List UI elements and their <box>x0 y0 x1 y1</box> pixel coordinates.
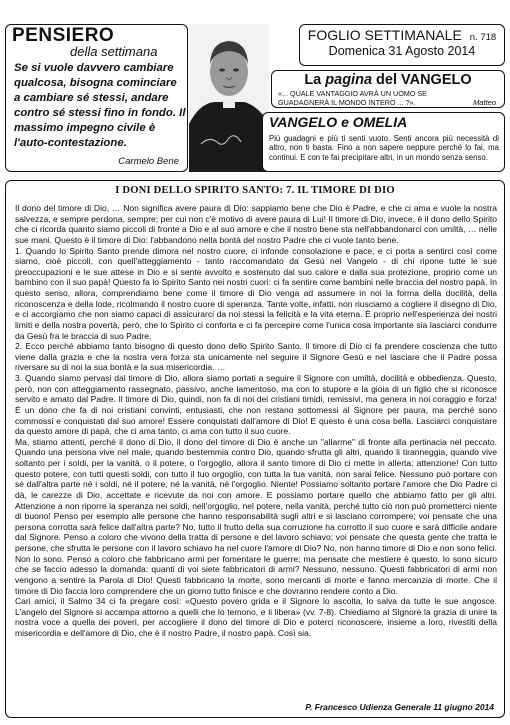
vangelo-reference: Matteo <box>473 98 496 107</box>
article-paragraph: 1. Quando lo Spirito Santo prende dimora nel nostro cuore, ci infonde consolazione e pace, e ci porta a sentirci così come siamo, cioè piccoli, con quell'atteggiamento - tanto raccomandato da Gesù nel Vangelo - di chi ripone tutte le sue preoccupazioni e le sue attese in Dio e si sente avvolto e sostenuto dal suo calore e dalla sua protezione, proprio come un bambino con il suo papà! Questo fa lo Spirito Santo nei nostri cuori: ci fa sentire come bambini nelle braccia del nostro papà. In questo senso, allora, comprendiamo bene come il timore di Dio venga ad assumere in noi la forma della docilità, della riconoscenza e della lode, ricolmando il nostro cuore di speranza. Tante volte, infatti, non riusciamo a cogliere il disegno di Dio, e ci accorgiamo che non siamo capaci di assicurarci da noi stessi la felicità e la vita eterna. È proprio nell'esperienza dei nostri limiti e della nostra povertà, però, che lo Spirito ci conforta e ci fa percepire come l'unica cosa importante sia lasciarci condurre da Gesù fra le braccia di suo Padre. <box>15 245 497 341</box>
issue-title: FOGLIO SETTIMANALE <box>307 27 462 43</box>
issue-date: Domenica 31 Agosto 2014 <box>328 44 476 58</box>
vangelo-text: «... QUALE VANTAGGIO AVRÀ UN UOMO SE GUADAGNERÀ IL MONDO INTERO ... ?». <box>278 89 427 107</box>
article-title: I DONI DELLO SPIRITO SANTO: 7. IL TIMORE DI DIO <box>115 185 395 196</box>
article-paragraph: 2. Ecco perché abbiamo tanto bisogno di questo dono dello Spirito Santo. Il timore di Dio ci fa prendere coscienza che tutto viene dalla grazia e che la nostra vera forza sta unicamente nel seguire il Signore Gesù e nel lasciare che il Padre possa riversare su di noi la sua bontà e la sua misericordia. … <box>15 341 497 373</box>
article-paragraph: 3. Quando siamo pervasi dal timore di Dio, allora siamo portati a seguire il Signore con umiltà, docilità e obbedienza. Questo, però, non con atteggiamento rassegnato, passivo, anche lamentoso, ma con lo stupore e la gioia di un figlio che si riconosce servito e amato dal Padre. Il timore di Dio, quindi, non fa di noi dei cristiani timidi, remissivi, ma genera in noi coraggio e forza! È un dono che fa di noi cristiani convinti, entusiasti, che non restano sottomessi al Signore per paura, ma perché sono commossi e conquistati dal suo amore! Essere conquistati dall'amore di Dio! E questo è una cosa bella. Lasciarci conquistare da questo amore di papà, che ci ama tanto, ci ama con tutto il suo cuore. <box>15 373 497 437</box>
vangelo-title: La pagina del VANGELO <box>304 72 472 88</box>
portrait-photo <box>189 24 269 172</box>
pensiero-author: Carmelo Bene <box>118 156 179 167</box>
omelia-text: Più guadagni e più ti senti vuoto. Senti ancora più necessità di altro, non ti basta. Fino a non sapere neppure perché lo fai, ma continui. E con te fai precipitare altri, in un mondo senza senso. <box>269 134 499 162</box>
pensiero-box <box>5 24 188 172</box>
omelia-box <box>262 112 505 172</box>
pensiero-subtitle: della settimana <box>70 44 158 59</box>
article-body <box>15 203 497 639</box>
issue-number: n. 718 <box>469 32 497 43</box>
article-box <box>5 180 505 718</box>
article-paragraph: Il dono del timore di Dio, … Non significa avere paura di Dio: sappiamo bene che Dio è Padre, e che ci ama e vuole la nostra salvezza, e sempre perdona, sempre; per cui non c'è motivo di avere paura di Lui! Il timore di Dio, invece, è il dono dello Spirito che ci ricorda quanto siamo piccoli di fronte a Dio e al suo amore e che il nostro bene sta nell'abbandonarci con umiltà, … nelle sue mani. Questo è il timore di Dio: l'abbandono nella bontà del nostro Padre che ci vuole tanto bene. <box>15 203 497 245</box>
pensiero-title: PENSIERO <box>12 25 115 46</box>
pensiero-quote: Se si vuole davvero cambiare qualcosa, bisogna cominciare a cambiare sé stessi, andare contro sé stessi fino in fondo. Il massimo impegno civile è l'auto-contestazione. <box>14 62 186 149</box>
issue-header-box <box>299 24 505 66</box>
omelia-title: VANGELO e OMELIA <box>269 114 408 130</box>
article-paragraph: Cari amici, il Salmo 34 ci fa pregare così: «Questo povero grida e il Signore lo ascolta, lo salva da tutte le sue angosce. L'angelo del Signore si accampa attorno a quelli che lo temono, e li libera» (vv. 7-8). Chiediamo al Signore la grazia di unire la nostra voce a quella dei poveri, per accogliere il dono del timore di Dio e poterci riconoscere, insieme a loro, rivestiti della misericordia e dell'amore di Dio, che è il nostro Padre, il nostro papà. Così sia. <box>15 596 497 638</box>
article-paragraph: Ma, stiamo attenti, perché il dono di Dio, il dono del timore di Dio è anche un "allarme" di fronte alla pertinacia nel peccato. Quando una persona vive nel male, quando bestemmia contro Dio, quando sfrutta gli altri, quando li tiranneggia, quando vive soltanto per i soldi, per la vanità, o il potere, o l'orgoglio, allora il santo timore di Dio ci mette in allerta: attenzione! Con tutto questo potere, con tutti questi soldi, con tutto il tuo orgoglio, con tutta la tua vanità, non sarai felice. Nessuno può portare con sé dall'altra parte né i soldi, né il potere, né la vanità, né l'orgoglio. Niente! Possiamo soltanto portare l'amore che Dio Padre ci dà, le carezze di Dio, accettate e ricevute da noi con amore. E possiamo portare quello che abbiamo fatto per gli altri. Attenzione a non riporre la speranza nei soldi, nell'orgoglio, nel potere, nella vanità, perché tutto ciò non può prometterci niente di buono! Penso per esempio alle persone che hanno responsabilità sugli altri e si lasciano corrompere; voi pensate che una persona corrotta sarà felice dall'altra parte? No, tutto il frutto della sua corruzione ha corrotto il suo cuore e sarà difficile andare dal Signore. Penso a coloro che vivono della tratta di persone e del lavoro schiavo; voi pensate che questa gente che tratta le persone, che sfrutta le persone con il lavoro schiavo ha nel cuore l'amore di Dio? No, non hanno timore di Dio e non sono felici. Non lo sono. Penso a coloro che fabbricano armi per fomentare le guerre; ma pensate che mestiere è questo. Io sono sicuro che se faccio adesso la domanda: quanti di voi siete fabbricatori di armi? Nessuno, nessuno. Questi fabbricatori di armi non vengono a sentire la Parola di Dio! Questi fabbricano la morte, sono mercanti di morte e fanno mercanzia di morte. Che il timore di Dio faccia loro comprendere che un giorno tutto finisce e che dovranno rendere conto a Dio. <box>15 436 497 596</box>
vangelo-box <box>271 70 505 108</box>
article-signature: P. Francesco Udienza Generale 11 giugno 2014 <box>305 702 494 712</box>
